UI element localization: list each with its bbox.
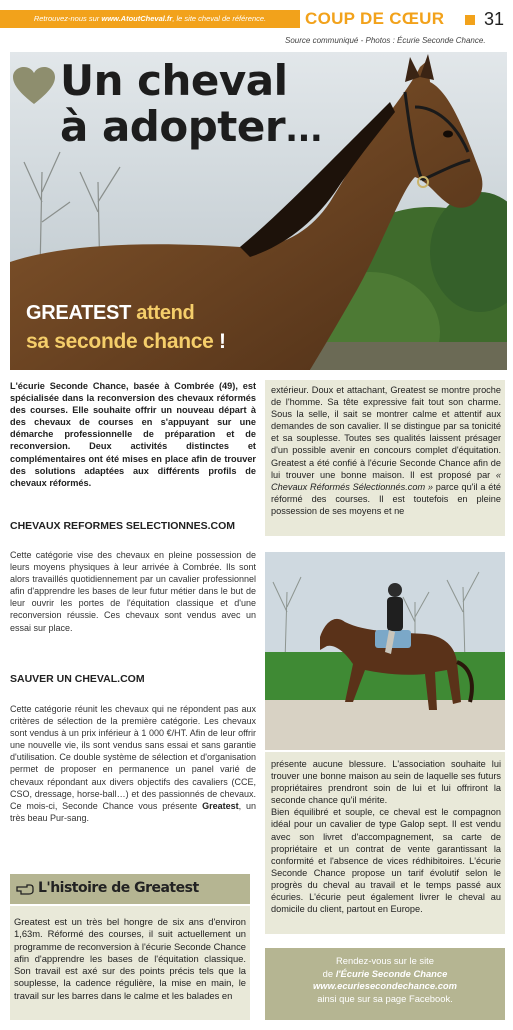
history-title: L'histoire de Greatest bbox=[38, 880, 199, 896]
info-line1: Rendez-vous sur le site bbox=[336, 955, 434, 966]
right-bottom-para1: présente aucune blessure. L'association souhaite lui trouver une bonne maison au sein de laquelle ses futurs propriétaires prendront soin de lui et lui offriront la seconde chance qu'il mérite. bbox=[271, 759, 501, 806]
info-text bbox=[270, 955, 500, 1005]
heart-icon bbox=[12, 66, 56, 106]
rubric-title: COUP DE CŒUR bbox=[305, 9, 445, 28]
right-bottom-text bbox=[271, 758, 501, 915]
lead-paragraph: L'écurie Seconde Chance, basée à Combrée (49), est spécialisée dans la reconversion des chevaux réformés des courses. Elle souhaite offrir un nouveau départ à des chevaux de courses en s'appuyant sur une démarche professionnelle de préparation et de reconversion. Deux activités distinctes et complémentaires ont été mises en place afin de trouver des solutions adaptées aux différents profils de chevaux réformés. bbox=[10, 381, 256, 488]
section1-text: Cette catégorie vise des chevaux en pleine possession de leurs moyens physiques à leur arrivée à Combrée. Ils sont alors travaillés quotidiennement par un cavalier professionnel afin d'apprendre les bases de leur futur métier dans le but de leur ouvrir les portes de l'équitation classique et d'une reconversion réussie. Ces chevaux sont vendus avec un essai sur place. bbox=[10, 550, 256, 633]
right-top-text: extérieur. Doux et attachant, Greatest se montre proche de l'homme. Sa tête expressive fait tout son charme. Sous la selle, il sait se montrer calme et attentif aux demandes de son cavalier. Il se distingue par sa tonicité et sa souplesse. Toutes ses qualités laissent présager d'un possible avenir en concours complet d'équitation. Greatest a été confié à l'écurie Seconde Chance afin de lui trouver une bonne maison. Il est proposé par « Chevaux Réformés Sélectionnés.com » parce qu'il a été réformé des courses. Il est toutefois en pleine possession de ses moyens et ne bbox=[271, 385, 501, 516]
hero-title bbox=[60, 58, 322, 153]
rider-on-horse-image bbox=[265, 552, 505, 750]
hero-title-line2: à adopter... bbox=[60, 102, 323, 151]
page-number: 31 bbox=[484, 9, 505, 29]
header-banner bbox=[0, 10, 300, 28]
horse-name: Greatest bbox=[202, 800, 239, 811]
rubric-square bbox=[465, 15, 475, 25]
pointing-hand-icon bbox=[16, 882, 34, 896]
photo-source: Source communiqué - Photos : Écurie Seconde Chance. bbox=[285, 36, 486, 45]
banner-text: Retrouvez-nous sur www.AtoutCheval.fr, le site cheval de référence. bbox=[33, 14, 267, 23]
banner-site-link[interactable]: www.AtoutCheval.fr bbox=[101, 14, 173, 23]
info-line2: de l'Écurie Seconde Chance bbox=[322, 967, 448, 979]
hero-caption-line2: sa seconde chance ! bbox=[26, 330, 226, 353]
info-line4: ainsi que sur sa page Facebook. bbox=[317, 992, 453, 1004]
section2-text: Cette catégorie réunit les chevaux qui ne répondent pas aux critères de sélection de la première catégorie. Les chevaux sont vendus à un prix inférieur à 1 000 €/HT. Afin de leur offrir une nouvelle vie, ils sont vendus sans essai et sans garantie d'utilisation. Ce double système de sélection et d'organisation permet de proposer en permanence un panel varié de chevaux répondant aux divers objectifs des cavaliers (CCE, CSO, dressage, horse-ball…) et des passionnés de chevaux. Ce mois-ci, Seconde Chance vous présente Greatest, un très beau Pur-sang. bbox=[10, 704, 257, 823]
chevaux-reformes-link: « Chevaux Réformés Sélectionnés.com » bbox=[271, 469, 501, 492]
section2-heading: SAUVER UN CHEVAL.COM bbox=[10, 673, 145, 685]
website-link[interactable]: www.ecuriesecondechance.com bbox=[313, 980, 457, 992]
hero-caption-line1: GREATEST attend bbox=[26, 302, 195, 324]
right-bottom-para2: Bien équilibré et souple, ce cheval est le compagnon idéal pour un cavalier de type Galop sept. Il est vendu avec son livret d'accompagnement, sa carte de propriétaire et un contrat de vente garantissant la conformité et l'absence de vices rédhibitoires. L'écurie Seconde Chance propose un tarif évolutif selon le progrès du cheval au travail et le temps passé aux écuries. L'écurie peut également livrer le cheval au domicile du client, partout en Europe. bbox=[271, 807, 501, 915]
section1-heading: CHEVAUX REFORMES SELECTIONNES.COM bbox=[10, 520, 235, 532]
hero-title-line1: Un cheval bbox=[60, 56, 288, 105]
history-text: Greatest est un très bel hongre de six ans d'environ 1,63m. Réformé des courses, il suit actuellement un programme de reconversion à l'écurie Seconde Chance afin d'apprendre les bases de l'équitation classique. Son travail est axé sur des points précis tels que la souplesse, la cadence régulière, la mise en main, le travail sur les barres dans le calme et les balades en bbox=[14, 916, 246, 1001]
rider-photo bbox=[265, 552, 505, 750]
